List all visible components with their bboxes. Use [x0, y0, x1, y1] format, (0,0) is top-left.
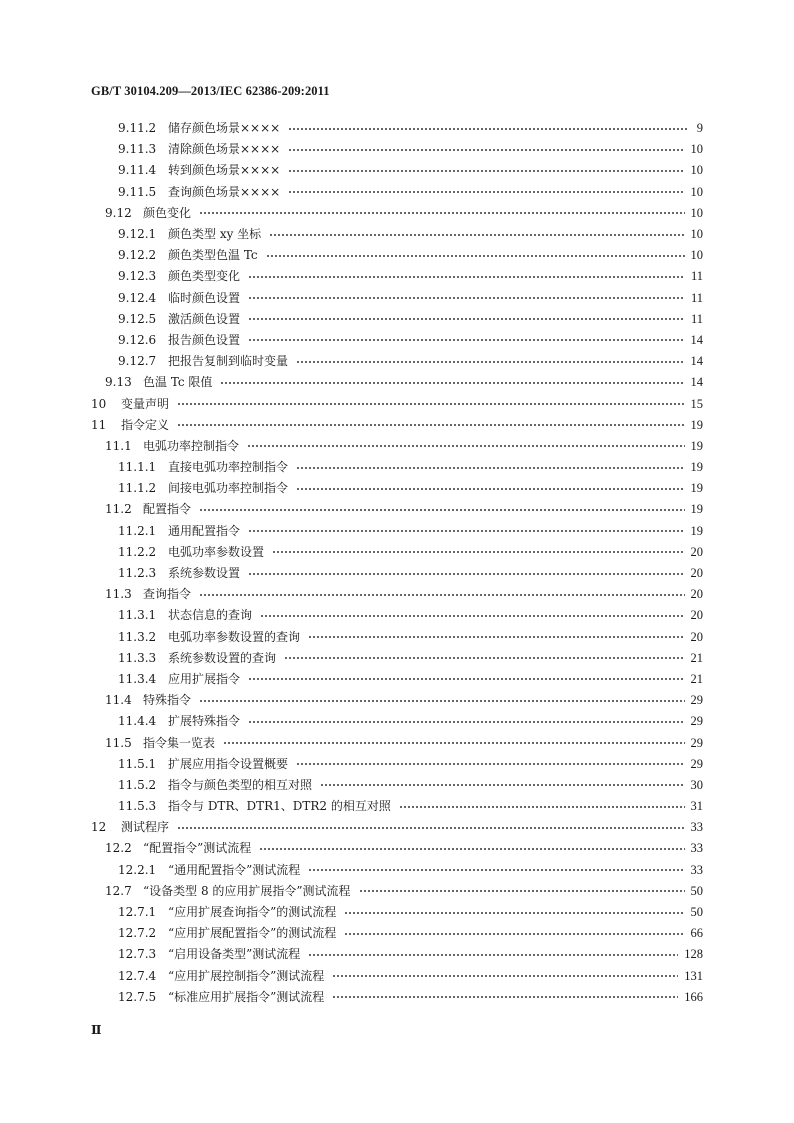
toc-entry-title: 颜色变化: [143, 205, 192, 220]
toc-entry-page: 20: [690, 629, 703, 644]
toc-entry-number: 11.3: [105, 587, 132, 602]
toc-entry-number: 12.2.1: [118, 862, 157, 877]
toc-entry-title: “设备类型 8 的应用扩展指令”测试流程: [143, 883, 351, 898]
toc-entry-title: 临时颜色设置: [168, 290, 241, 305]
toc-entry[interactable]: [0, 457, 703, 478]
toc-dot-leader: [248, 339, 684, 341]
toc-entry-page: 20: [690, 608, 703, 623]
toc-entry-page: 10: [690, 163, 703, 178]
toc-dot-leader: [296, 488, 684, 490]
toc-entry-number: 11.2.3: [118, 566, 157, 581]
toc-entry[interactable]: [0, 669, 703, 690]
toc-entry-number: 11.5: [105, 735, 132, 750]
toc-dot-leader: [223, 742, 684, 744]
toc-entry-title: 颜色类型变化: [168, 269, 241, 284]
toc-entry-title: “应用扩展查询指令”的测试流程: [168, 905, 337, 920]
toc-entry-number: 9.11.3: [118, 142, 157, 157]
toc-entry[interactable]: [0, 732, 703, 753]
toc-dot-leader: [284, 657, 684, 659]
toc-entry-number: 9.12.3: [118, 269, 157, 284]
toc-dot-leader: [288, 149, 684, 151]
toc-entry-title: 颜色类型 xy 坐标: [168, 227, 262, 242]
toc-dot-leader: [266, 255, 685, 257]
toc-entry[interactable]: [0, 245, 703, 266]
toc-dot-leader: [399, 806, 685, 808]
toc-dot-leader: [177, 424, 684, 426]
toc-dot-leader: [344, 912, 684, 914]
toc-entry[interactable]: [0, 584, 703, 605]
toc-entry[interactable]: [0, 372, 703, 393]
toc-dot-leader: [248, 573, 684, 575]
toc-entry-number: 11.1.2: [118, 481, 157, 496]
toc-entry-page: 33: [690, 820, 703, 835]
toc-entry-number: 11.5.1: [118, 756, 157, 771]
toc-entry-page: 11: [690, 290, 703, 305]
toc-entry-number: 12.7.1: [118, 905, 157, 920]
toc-dot-leader: [272, 551, 684, 553]
toc-entry-number: 11: [91, 417, 107, 432]
toc-entry[interactable]: [0, 436, 703, 457]
toc-entry-title: 查询颜色场景××××: [168, 184, 281, 199]
toc-entry-page: 9: [696, 121, 703, 136]
toc-dot-leader: [248, 678, 684, 680]
toc-dot-leader: [199, 212, 684, 214]
toc-entry-page: 10: [690, 248, 703, 263]
toc-entry[interactable]: [0, 860, 703, 881]
toc-entry-page: 10: [690, 227, 703, 242]
toc-dot-leader: [320, 784, 684, 786]
toc-dot-leader: [248, 297, 685, 299]
toc-entry-page: 50: [690, 883, 703, 898]
toc-dot-leader: [332, 975, 678, 977]
toc-entry-title: 特殊指令: [143, 693, 192, 708]
toc-entry[interactable]: [0, 266, 703, 287]
toc-entry-title: 系统参数设置的查询: [168, 650, 277, 665]
toc-entry-page: 31: [690, 799, 703, 814]
toc-entry-page: 14: [690, 354, 703, 369]
toc-entry-number: 11.2: [105, 502, 132, 517]
toc-entry[interactable]: [0, 563, 703, 584]
toc-entry-page: 10: [690, 184, 703, 199]
toc-entry[interactable]: [0, 224, 703, 245]
toc-entry-title: 指令定义: [121, 417, 170, 432]
toc-entry-page: 29: [690, 714, 703, 729]
toc-entry-title: 转到颜色场景××××: [168, 163, 281, 178]
toc-entry-page: 29: [690, 735, 703, 750]
toc-entry-title: 配置指令: [143, 502, 192, 517]
toc-entry-title: 电弧功率参数设置: [168, 544, 265, 559]
toc-entry-page: 19: [690, 502, 703, 517]
toc-entry-number: 12.7.2: [118, 926, 157, 941]
toc-entry-number: 12: [91, 820, 107, 835]
toc-dot-leader: [220, 382, 684, 384]
toc-entry-page: 66: [690, 926, 703, 941]
toc-entry-page: 10: [690, 205, 703, 220]
toc-entry-title: 通用配置指令: [168, 523, 241, 538]
toc-entry-title: 颜色类型色温 Tc: [168, 248, 258, 263]
toc-entry[interactable]: [0, 160, 703, 181]
toc-entry-page: 20: [690, 566, 703, 581]
toc-entry-title: 测试程序: [121, 820, 170, 835]
toc-entry[interactable]: [0, 478, 703, 499]
toc-entry-title: 把报告复制到临时变量: [168, 354, 289, 369]
toc-entry[interactable]: [0, 923, 703, 944]
toc-entry-number: 11.3.2: [118, 629, 157, 644]
toc-entry-title: 查询指令: [143, 587, 192, 602]
toc-entry[interactable]: [0, 351, 703, 372]
toc-dot-leader: [248, 318, 685, 320]
toc-dot-leader: [332, 996, 678, 998]
toc-entry[interactable]: [0, 393, 703, 414]
toc-dot-leader: [248, 530, 684, 532]
toc-entry-page: 29: [690, 693, 703, 708]
toc-dot-leader: [288, 128, 687, 130]
toc-entry-number: 12.2: [105, 841, 132, 856]
toc-entry[interactable]: [0, 817, 703, 838]
toc-entry[interactable]: [0, 775, 703, 796]
toc-dot-leader: [247, 445, 684, 447]
toc-entry[interactable]: [0, 796, 703, 817]
toc-entry-page: 30: [690, 777, 703, 792]
toc-entry-number: 11.3.3: [118, 650, 157, 665]
toc-entry-title: 指令与 DTR、DTR1、DTR2 的相互对照: [168, 799, 391, 814]
toc-entry-title: “应用扩展控制指令”测试流程: [168, 968, 325, 983]
toc-entry[interactable]: [0, 182, 703, 203]
toc-entry-title: 电弧功率控制指令: [143, 438, 240, 453]
toc-entry-number: 11.1: [105, 438, 132, 453]
toc-entry-number: 11.3.1: [118, 608, 157, 623]
toc-entry[interactable]: [0, 203, 703, 224]
toc-dot-leader: [344, 933, 684, 935]
table-of-contents: [0, 118, 794, 1008]
toc-dot-leader: [308, 869, 684, 871]
toc-entry-title: 指令集一览表: [143, 735, 216, 750]
toc-entry-title: 清除颜色场景××××: [168, 142, 281, 157]
toc-entry-page: 15: [690, 396, 703, 411]
toc-entry-title: 状态信息的查询: [168, 608, 253, 623]
toc-entry-number: 9.12.5: [118, 311, 157, 326]
toc-dot-leader: [269, 234, 684, 236]
toc-entry-number: 11.1.1: [118, 460, 157, 475]
toc-entry[interactable]: [0, 118, 703, 139]
toc-entry-page: 50: [690, 905, 703, 920]
toc-entry-title: “启用设备类型”测试流程: [168, 947, 301, 962]
standard-header: GB/T 30104.209—2013/IEC 62386-209:2011: [91, 84, 330, 98]
toc-entry[interactable]: [0, 542, 703, 563]
toc-entry-title: 变量声明: [121, 396, 170, 411]
toc-dot-leader: [288, 170, 684, 172]
toc-entry-page: 20: [690, 587, 703, 602]
toc-entry-page: 131: [684, 968, 703, 983]
toc-entry[interactable]: [0, 627, 703, 648]
toc-entry-page: 33: [690, 862, 703, 877]
toc-entry[interactable]: [0, 987, 703, 1008]
toc-entry-page: 20: [690, 544, 703, 559]
toc-entry-page: 19: [690, 523, 703, 538]
toc-entry-page: 19: [690, 438, 703, 453]
toc-dot-leader: [199, 509, 684, 511]
toc-dot-leader: [308, 636, 684, 638]
toc-entry[interactable]: [0, 711, 703, 732]
toc-entry-number: 9.12.7: [118, 354, 157, 369]
toc-dot-leader: [288, 191, 684, 193]
toc-entry-page: 33: [690, 841, 703, 856]
toc-dot-leader: [199, 700, 684, 702]
toc-dot-leader: [296, 467, 684, 469]
toc-entry-number: 9.12.4: [118, 290, 157, 305]
toc-entry-page: 11: [690, 311, 703, 326]
toc-entry[interactable]: [0, 415, 703, 436]
page-number: Ⅱ: [91, 1023, 102, 1037]
toc-entry-title: 直接电弧功率控制指令: [168, 460, 289, 475]
toc-entry[interactable]: [0, 330, 703, 351]
toc-dot-leader: [296, 361, 684, 363]
toc-entry-number: 9.11.2: [118, 121, 157, 136]
toc-entry-title: 扩展特殊指令: [168, 714, 241, 729]
toc-entry-title: 电弧功率参数设置的查询: [168, 629, 301, 644]
toc-entry-number: 9.12.1: [118, 227, 157, 242]
toc-entry-title: 系统参数设置: [168, 566, 241, 581]
toc-dot-leader: [259, 848, 684, 850]
toc-entry-number: 9.12.6: [118, 332, 157, 347]
toc-entry-page: 10: [690, 142, 703, 157]
toc-entry[interactable]: [0, 902, 703, 923]
toc-entry-page: 14: [690, 375, 703, 390]
toc-entry-title: “标准应用扩展指令”测试流程: [168, 989, 325, 1004]
toc-entry[interactable]: [0, 690, 703, 711]
toc-entry-number: 11.2.1: [118, 523, 157, 538]
toc-entry-title: “应用扩展配置指令”的测试流程: [168, 926, 337, 941]
toc-entry-number: 9.11.4: [118, 163, 157, 178]
toc-entry-number: 11.5.2: [118, 777, 157, 792]
toc-entry-page: 19: [690, 460, 703, 475]
toc-entry-title: “通用配置指令”测试流程: [168, 862, 301, 877]
toc-entry[interactable]: [0, 139, 703, 160]
toc-entry-title: “配置指令”测试流程: [143, 841, 252, 856]
toc-entry-number: 10: [91, 396, 107, 411]
toc-entry-number: 9.13: [105, 375, 132, 390]
toc-entry-number: 11.5.3: [118, 799, 157, 814]
toc-entry-title: 色温 Tc 限值: [143, 375, 213, 390]
toc-dot-leader: [177, 827, 684, 829]
toc-entry-title: 间接电弧功率控制指令: [168, 481, 289, 496]
toc-entry-number: 9.12.2: [118, 248, 157, 263]
toc-entry-page: 128: [684, 947, 703, 962]
toc-entry[interactable]: [0, 838, 703, 859]
toc-entry-title: 激活颜色设置: [168, 311, 241, 326]
toc-entry[interactable]: [0, 605, 703, 626]
toc-entry-number: 11.2.2: [118, 544, 157, 559]
toc-entry-number: 12.7.3: [118, 947, 157, 962]
toc-dot-leader: [296, 763, 684, 765]
toc-entry-number: 11.4: [105, 693, 132, 708]
toc-dot-leader: [177, 403, 684, 405]
toc-entry-page: 21: [690, 671, 703, 686]
toc-entry[interactable]: [0, 881, 703, 902]
toc-entry[interactable]: [0, 966, 703, 987]
toc-dot-leader: [308, 954, 678, 956]
toc-entry-title: 扩展应用指令设置概要: [168, 756, 289, 771]
toc-entry-number: 12.7.5: [118, 989, 157, 1004]
toc-entry[interactable]: [0, 754, 703, 775]
toc-entry-title: 储存颜色场景××××: [168, 121, 281, 136]
toc-entry-number: 12.7: [105, 883, 132, 898]
toc-entry[interactable]: [0, 309, 703, 330]
toc-entry-page: 11: [690, 269, 703, 284]
toc-dot-leader: [248, 721, 684, 723]
toc-entry-title: 报告颜色设置: [168, 332, 241, 347]
toc-entry-page: 166: [684, 989, 703, 1004]
toc-dot-leader: [260, 615, 684, 617]
toc-entry[interactable]: [0, 944, 703, 965]
toc-dot-leader: [359, 890, 685, 892]
toc-entry-number: 9.11.5: [118, 184, 157, 199]
toc-dot-leader: [199, 594, 684, 596]
toc-entry-page: 19: [690, 417, 703, 432]
toc-entry[interactable]: [0, 648, 703, 669]
toc-entry-number: 11.3.4: [118, 671, 157, 686]
toc-entry[interactable]: [0, 288, 703, 309]
toc-dot-leader: [248, 276, 685, 278]
toc-entry-page: 29: [690, 756, 703, 771]
toc-entry-number: 9.12: [105, 205, 132, 220]
toc-entry-page: 19: [690, 481, 703, 496]
toc-entry-page: 21: [690, 650, 703, 665]
toc-entry[interactable]: [0, 521, 703, 542]
toc-entry-number: 11.4.4: [118, 714, 157, 729]
toc-entry-title: 应用扩展指令: [168, 671, 241, 686]
toc-entry[interactable]: [0, 499, 703, 520]
toc-entry-page: 14: [690, 332, 703, 347]
toc-entry-title: 指令与颜色类型的相互对照: [168, 777, 313, 792]
toc-entry-number: 12.7.4: [118, 968, 157, 983]
